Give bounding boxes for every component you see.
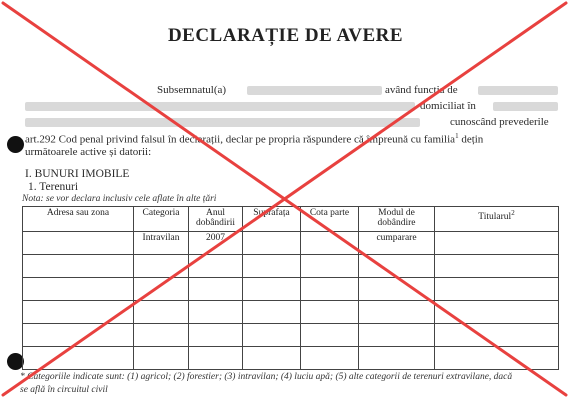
document-title: DECLARAȚIE DE AVERE: [167, 25, 404, 46]
col-header-text: Titularul: [478, 212, 512, 223]
section-heading: I. BUNURI IMOBILE: [25, 168, 130, 180]
intro-functia: având funcția de: [385, 84, 458, 96]
table-cell: Intravilan: [134, 232, 189, 255]
intro-article-text: art.292 Cod penal privind falsul în declarații, declar pe propria răspundere că împreună cu familia: [25, 133, 456, 146]
subsection-heading: 1. Terenuri: [28, 181, 79, 193]
col-header: Categoria: [134, 207, 189, 232]
col-header: Suprafața: [243, 207, 301, 232]
intro-active: următoarele active și datorii:: [25, 146, 152, 158]
footnote-mark: 1: [455, 132, 459, 140]
table-cell: 2007: [189, 232, 243, 255]
table-cell: cumparare: [359, 232, 435, 255]
intro-subsemnatul: Subsemnatul(a): [157, 84, 227, 96]
intro-cunoscand: cunoscând prevederile: [450, 116, 549, 128]
col-header: Modul de dobândire: [359, 207, 435, 232]
intro-detin: dețin: [461, 133, 484, 146]
intro-domiciliat: domiciliat în: [420, 100, 476, 112]
col-header: Anul dobândirii: [189, 207, 243, 232]
col-header: Cota parte: [301, 207, 359, 232]
footer-note-cont: se află în circuitul civil: [20, 385, 108, 395]
col-header: Adresa sau zona: [23, 207, 134, 232]
footnote-mark: 2: [511, 209, 515, 217]
section-note: Nota: se vor declara inclusiv cele aflate în alte țări: [22, 194, 217, 204]
footer-note: * Categoriile indicate sunt: (1) agricol; (2) forestier; (3) intravilan; (4) luciu apă; (5) alte categorii de terenuri extravilane, dacă: [20, 372, 513, 382]
